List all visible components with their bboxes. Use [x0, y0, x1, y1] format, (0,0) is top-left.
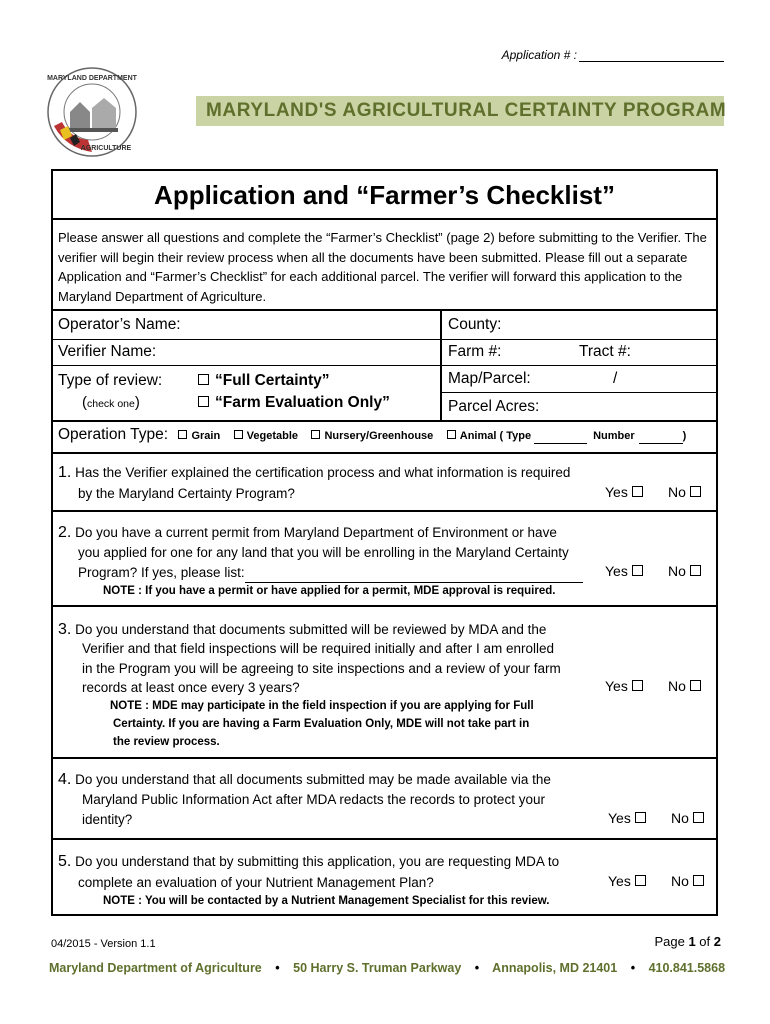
question-5-no-option[interactable]: [671, 873, 710, 889]
checkbox[interactable]: [311, 430, 320, 439]
no-label: No: [668, 484, 686, 500]
question-2-yes-option[interactable]: [605, 563, 649, 579]
question-5-line-2: complete an evaluation of your Nutrient Management Plan?: [78, 875, 434, 890]
checkbox[interactable]: [635, 875, 646, 886]
checkbox[interactable]: [690, 486, 701, 497]
map-parcel-field[interactable]: Map/Parcel:: [448, 370, 531, 387]
question-2-number: 2.: [58, 524, 72, 541]
application-number-field: [0, 48, 724, 62]
checkbox[interactable]: [632, 565, 643, 576]
form-instructions: Please answer all questions and complete the “Farmer’s Checklist” (page 2) before submitting to the Verifier. The verifier will begin their review process when all the documents have been submitted. Please fill out a separate Application and “Farmer’s Checklist” for each additional parcel. The verifier will forward this application to the Maryland Department of Agriculture.: [58, 230, 707, 304]
divider: [440, 339, 718, 340]
checkbox[interactable]: [198, 374, 209, 385]
operation-type-row: [58, 426, 686, 444]
operation-type-label: Operation Type:: [58, 426, 169, 443]
question-2-no-option[interactable]: [668, 563, 707, 579]
question-5-number: 5.: [58, 853, 72, 870]
yes-label: Yes: [608, 810, 631, 826]
question-1-line-1: [58, 463, 570, 483]
animal-number-line[interactable]: [639, 432, 683, 444]
divider: [440, 365, 718, 366]
checkbox[interactable]: [690, 680, 701, 691]
no-label: No: [668, 563, 686, 579]
question-1-text: Has the Verifier explained the certification process and what information is required: [75, 465, 571, 480]
checkbox[interactable]: [178, 430, 187, 439]
divider: [440, 392, 718, 393]
question-2-line-3: [78, 563, 583, 583]
page-current: 1: [688, 934, 696, 949]
op-animal-option[interactable]: [447, 430, 687, 442]
question-5-yes-option[interactable]: [608, 873, 652, 889]
op-vegetable-option[interactable]: [234, 430, 298, 442]
question-1-line-2: by the Maryland Certainty Program?: [78, 486, 295, 501]
checkbox[interactable]: [447, 430, 456, 439]
question-4-line-3: identity?: [82, 812, 133, 827]
checkbox[interactable]: [234, 430, 243, 439]
no-label: No: [671, 810, 689, 826]
op-grain-label: Grain: [191, 430, 221, 442]
divider: [51, 420, 718, 422]
svg-text:MARYLAND DEPARTMENT: MARYLAND DEPARTMENT: [47, 75, 137, 82]
application-number-label: Application # :: [501, 48, 577, 62]
question-4-no-option[interactable]: [671, 810, 710, 826]
checkbox[interactable]: [635, 812, 646, 823]
question-2-line-1: [58, 523, 557, 543]
divider: [51, 510, 718, 512]
question-3-number: 3.: [58, 621, 72, 638]
footer-phone: 410.841.5868: [648, 961, 726, 975]
op-nursery-option[interactable]: [311, 430, 433, 442]
question-4-number: 4.: [58, 771, 72, 788]
county-field[interactable]: County:: [448, 316, 502, 333]
op-vegetable-label: Vegetable: [246, 430, 299, 442]
application-number-line[interactable]: [579, 49, 724, 62]
svg-text:AGRICULTURE: AGRICULTURE: [80, 145, 132, 152]
divider: [51, 365, 442, 366]
farm-evaluation-option[interactable]: [198, 394, 390, 412]
full-certainty-option[interactable]: [198, 372, 330, 390]
question-1-yes-option[interactable]: [605, 484, 649, 500]
question-5-text: Do you understand that by submitting this application, you are requesting MDA to: [75, 854, 560, 869]
yes-label: Yes: [605, 678, 628, 694]
question-5-line-1: [58, 852, 559, 872]
op-animal-label: Animal ( Type: [459, 430, 532, 442]
divider: [51, 605, 718, 607]
footer-contact: [49, 961, 729, 975]
yes-label: Yes: [605, 484, 628, 500]
check-one-hint: (check one): [82, 394, 140, 411]
checkbox[interactable]: [198, 396, 209, 407]
checkbox[interactable]: [632, 680, 643, 691]
question-3-line-1: [58, 620, 546, 640]
question-3-yes-option[interactable]: [605, 678, 649, 694]
form-title: Application and “Farmer’s Checklist”: [154, 180, 615, 210]
question-1-no-option[interactable]: [668, 484, 707, 500]
farm-number-field[interactable]: Farm #:: [448, 343, 502, 360]
page-of: of: [699, 934, 711, 949]
question-3-line-4: records at least once every 3 years?: [82, 680, 300, 695]
check-one-text: check one: [87, 398, 135, 410]
checkbox[interactable]: [693, 812, 704, 823]
no-label: No: [671, 873, 689, 889]
question-3-no-option[interactable]: [668, 678, 707, 694]
divider: [51, 339, 442, 340]
version-label: 04/2015 - Version 1.1: [51, 938, 156, 950]
animal-type-line[interactable]: [534, 432, 587, 444]
operator-name-field[interactable]: Operator’s Name:: [58, 316, 181, 333]
yes-label: Yes: [605, 563, 628, 579]
question-3-note-line-1: NOTE : MDE may participate in the field inspection if you are applying for Full: [110, 700, 534, 712]
question-4-text: Do you understand that all documents submitted may be made available via the: [75, 772, 551, 787]
permit-list-line[interactable]: [245, 571, 583, 583]
question-3-line-2: Verifier and that field inspections will be required initially and after I am enrolled: [82, 641, 555, 656]
question-3-text: Do you understand that documents submitted will be reviewed by MDA and the: [75, 622, 547, 637]
page-number: [620, 934, 721, 949]
full-certainty-label: “Full Certainty”: [215, 372, 330, 389]
question-3-note-line-3: the review process.: [113, 736, 220, 748]
question-3-line-3: in the Program you will be agreeing to site inspections and a review of your farm: [82, 661, 561, 676]
question-4-line-2: Maryland Public Information Act after MDA redacts the records to protect your: [82, 792, 545, 807]
question-5-note: NOTE : You will be contacted by a Nutrient Management Specialist for this review.: [103, 895, 550, 907]
op-nursery-label: Nursery/Greenhouse: [324, 430, 434, 442]
divider: [51, 757, 718, 759]
checkbox[interactable]: [693, 875, 704, 886]
maryland-agriculture-seal-logo: [46, 66, 138, 158]
page-total: 2: [713, 934, 721, 949]
bullet-separator: •: [474, 961, 480, 975]
op-grain-option[interactable]: [178, 430, 220, 442]
op-number-label: Number: [593, 430, 635, 442]
divider: [51, 452, 718, 454]
parcel-acres-field[interactable]: Parcel Acres:: [448, 398, 540, 415]
tract-number-field[interactable]: Tract #:: [579, 343, 631, 360]
question-4-line-1: [58, 770, 551, 790]
farm-evaluation-label: “Farm Evaluation Only”: [215, 394, 390, 411]
question-2-note: NOTE : If you have a permit or have applied for a permit, MDE approval is required.: [103, 585, 556, 597]
type-of-review-label: Type of review:: [58, 372, 163, 389]
question-2-text: Do you have a current permit from Maryland Department of Environment or have: [75, 525, 557, 540]
question-3-note-line-2: Certainty. If you are having a Farm Evaluation Only, MDE will not take part in: [113, 718, 530, 730]
question-1-number: 1.: [58, 464, 72, 481]
checkbox[interactable]: [690, 565, 701, 576]
no-label: No: [668, 678, 686, 694]
footer-org: Maryland Department of Agriculture: [49, 961, 262, 975]
footer-address: 50 Harry S. Truman Parkway: [293, 961, 462, 975]
program-banner-text: MARYLAND'S AGRICULTURAL CERTAINTY PROGRAM: [206, 100, 727, 121]
page-prefix: Page: [654, 934, 685, 949]
program-banner: [196, 96, 727, 126]
checkbox[interactable]: [632, 486, 643, 497]
bullet-separator: •: [275, 961, 280, 975]
bullet-separator: •: [630, 961, 636, 975]
divider: [51, 309, 718, 311]
divider: [51, 218, 718, 220]
question-2-line-2: you applied for one for any land that you will be enrolling in the Maryland Certainty: [78, 545, 569, 560]
question-2-list-label: Program? If yes, please list:: [78, 565, 245, 580]
verifier-name-field[interactable]: Verifier Name:: [58, 343, 157, 360]
map-parcel-separator: /: [613, 370, 618, 387]
footer-city: Annapolis, MD 21401: [492, 961, 618, 975]
op-close-paren: ): [682, 430, 687, 442]
divider: [51, 838, 718, 840]
question-4-yes-option[interactable]: [608, 810, 652, 826]
yes-label: Yes: [608, 873, 631, 889]
